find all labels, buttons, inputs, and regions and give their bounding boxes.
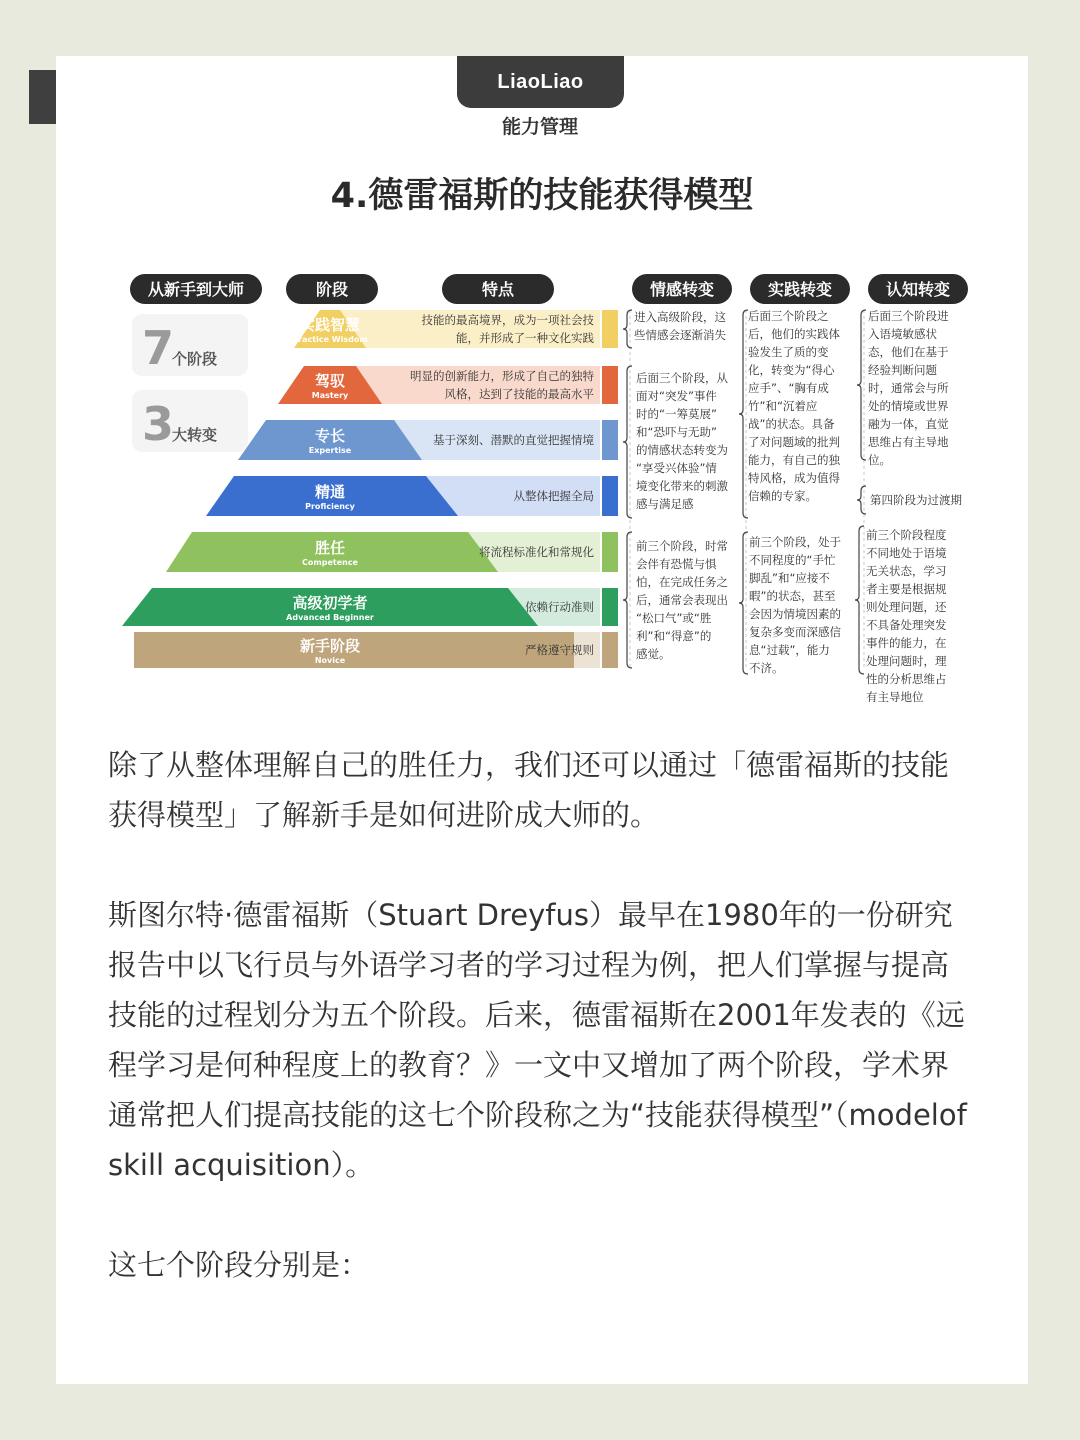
cognition-text: 不同地处于语境 xyxy=(866,546,947,560)
stage-tab xyxy=(602,476,618,516)
emotion-text: 些情感会逐渐消失 xyxy=(634,328,726,342)
header-label: 情感转变 xyxy=(649,280,715,299)
practice-text: 不同程度的“手忙 xyxy=(749,553,836,567)
cognition-text: 态，他们在基于 xyxy=(868,345,949,359)
stage-english: Expertise xyxy=(308,446,352,455)
emotion-text: 和“恐吓与无助” xyxy=(636,425,717,439)
stage-english: Advanced Beginner xyxy=(286,613,374,622)
emotion-text: “松口气”或“胜 xyxy=(636,611,712,625)
emotion-text: 感与满足感 xyxy=(636,497,694,511)
emotion-text: 的情感状态转变为 xyxy=(636,443,728,457)
emotion-text: 怕，在完成任务之 xyxy=(636,575,728,589)
cognition-text: 不具备处理突发 xyxy=(866,618,947,632)
cognition-text: 后面三个阶段进 xyxy=(868,309,949,323)
cognition-text: 融为一体，直觉 xyxy=(868,417,949,431)
practice-text: 息“过载”，能力 xyxy=(749,643,830,657)
practice-text: 后面三个阶段之 xyxy=(748,309,829,323)
emotion-text: 利”和“得意”的 xyxy=(636,629,712,643)
dreyfus-infographic xyxy=(108,270,970,704)
practice-text: 战”的状态。具备 xyxy=(748,417,835,431)
cognition-text: 时，通常会与所 xyxy=(868,381,949,395)
practice-brace xyxy=(739,532,748,674)
cognition-text: 经验判断问题 xyxy=(868,363,937,377)
stage-feature: 依赖行动准则 xyxy=(525,600,594,614)
emotion-brace xyxy=(623,310,632,348)
header-label: 认知转变 xyxy=(885,280,951,299)
stage-tab xyxy=(602,532,618,572)
page-title: 4.德雷福斯的技能获得模型 xyxy=(330,176,754,216)
emotion-text: 境变化带来的刺激 xyxy=(636,479,728,493)
cognition-text: 位。 xyxy=(868,453,891,467)
cognition-text: 思维占有主导地 xyxy=(868,435,949,449)
practice-brace xyxy=(739,310,748,518)
cognition-text: 第四阶段为过渡期 xyxy=(870,493,962,507)
stage-feature: 基于深刻、潜默的直觉把握情境 xyxy=(433,433,594,447)
stage-feature: 将流程标准化和常规化 xyxy=(479,545,594,559)
practice-text: 应手”、“胸有成 xyxy=(748,381,829,395)
practice-text: 后，他们的实践体 xyxy=(748,327,840,341)
header-label: 阶段 xyxy=(315,280,349,299)
stage-tab xyxy=(602,310,618,348)
practice-text: 特风格，成为值得 xyxy=(748,471,840,485)
cognition-brace xyxy=(857,310,866,460)
cognition-text: 事件的能力，在 xyxy=(866,636,947,650)
stage-english: Proficiency xyxy=(305,502,355,511)
practice-text: 验发生了质的变 xyxy=(748,345,829,359)
emotion-text: 前三个阶段，时常 xyxy=(636,539,728,553)
stage-feature: 明显的创新能力，形成了自己的独特 xyxy=(410,369,594,383)
cognition-text: 处理问题时，理 xyxy=(866,654,947,668)
stage-name: 高级初学者 xyxy=(292,594,368,612)
cognition-text: 入语境敏感状 xyxy=(868,327,937,341)
stage-english: Mastery xyxy=(311,391,349,400)
stage-name: 胜任 xyxy=(314,539,346,557)
stage-english: Novice xyxy=(314,656,346,665)
infographic-canvas xyxy=(108,270,970,704)
practice-text: 前三个阶段，处于 xyxy=(749,535,841,549)
emotion-text: 后面三个阶段，从 xyxy=(636,371,728,385)
cognition-text: 有主导地位 xyxy=(866,690,924,704)
cognition-brace xyxy=(855,526,864,674)
stat-label: 大转变 xyxy=(172,426,218,444)
practice-text: 了对问题域的批判 xyxy=(748,435,840,449)
stage-name: 驾驭 xyxy=(314,372,346,390)
practice-text: 能力，有自己的独 xyxy=(748,453,840,467)
emotion-brace xyxy=(623,366,632,518)
emotion-text: 进入高级阶段，这 xyxy=(634,310,726,324)
stage-english: Practice Wisdom xyxy=(292,335,368,344)
cognition-text: 处的情境或世界 xyxy=(868,399,949,413)
practice-text: 复杂多变而深感信 xyxy=(749,625,841,639)
cognition-text: 性的分析思维占 xyxy=(866,672,947,686)
paragraph-stages-lead: 这七个阶段分别是： xyxy=(108,1248,370,1282)
stage-tab xyxy=(602,366,618,404)
stage-feature: 从整体把握全局 xyxy=(513,489,594,503)
practice-text: 化，转变为“得心 xyxy=(748,363,835,377)
stage-name: 精通 xyxy=(314,483,346,501)
cognition-text: 者主要是根据规 xyxy=(866,582,947,596)
paragraph-intro: 除了从整体理解自己的胜任力，我们还可以通过「德雷福斯的技能获得模型」了解新手是如何进阶成大师的。 xyxy=(108,748,950,832)
practice-text: 竹”和“沉着应 xyxy=(748,399,818,413)
header-label: 从新手到大师 xyxy=(147,280,245,299)
emotion-text: 面对“突发”事件 xyxy=(636,389,717,403)
emotion-text: 感觉。 xyxy=(636,647,671,661)
sidebar-tab xyxy=(29,70,56,124)
stage-feature: 技能的最高境界，成为一项社会技 xyxy=(421,313,594,327)
cognition-brace xyxy=(857,486,866,514)
stage-english: Competence xyxy=(302,558,358,567)
cognition-text: 前三个阶段程度 xyxy=(866,528,947,542)
practice-text: 不济。 xyxy=(749,661,784,675)
stage-tab xyxy=(602,632,618,668)
stat-label: 个阶段 xyxy=(172,350,218,368)
brand-logo: LiaoLiao xyxy=(457,56,624,108)
stage-tab xyxy=(602,588,618,626)
stage-feature: 风格，达到了技能的最高水平 xyxy=(444,387,594,401)
stage-name: 专长 xyxy=(314,427,346,445)
cognition-text: 无关状态，学习 xyxy=(866,564,947,578)
paragraph-history: 斯图尔特·德雷福斯（Stuart Dreyfus）最早在1980年的一份研究报告中以飞行员与外语学习者的学习过程为例，把人们掌握与提高技能的过程划分为五个阶段。后来，德雷福斯在2001年发表的《远程学习是何种程度上的教育？》一文中又增加了两个阶段，学术界通常把人们提高技能的这七个阶段称之为“技能获得模型”（modelof skill acquisition）。 xyxy=(108,898,967,1182)
emotion-brace xyxy=(623,532,632,668)
emotion-text: “享受兴体验”情 xyxy=(636,461,717,475)
emotion-text: 后，通常会表现出 xyxy=(636,593,728,607)
header-label: 实践转变 xyxy=(767,280,833,299)
stat-number: 3 xyxy=(142,397,175,451)
practice-text: 信赖的专家。 xyxy=(748,489,817,503)
header-label: 特点 xyxy=(481,280,515,299)
stage-name: 实践智慧 xyxy=(299,316,361,334)
practice-text: 脚乱”和“应接不 xyxy=(749,571,830,585)
stage-name: 新手阶段 xyxy=(299,637,361,655)
practice-text: 会因为情境因素的 xyxy=(749,607,841,621)
emotion-text: 会伴有恐慌与惧 xyxy=(636,557,717,571)
stage-tab xyxy=(602,420,618,460)
emotion-text: 时的“一筹莫展” xyxy=(636,407,717,421)
cognition-text: 则处理问题，还 xyxy=(866,600,947,614)
practice-text: 暇”的状态，甚至 xyxy=(749,589,836,603)
stage-feature: 严格遵守规则 xyxy=(525,643,594,657)
brand-subtitle: 能力管理 xyxy=(501,116,578,138)
stat-number: 7 xyxy=(142,321,175,375)
stage-feature: 能，并形成了一种文化实践 xyxy=(456,331,594,345)
